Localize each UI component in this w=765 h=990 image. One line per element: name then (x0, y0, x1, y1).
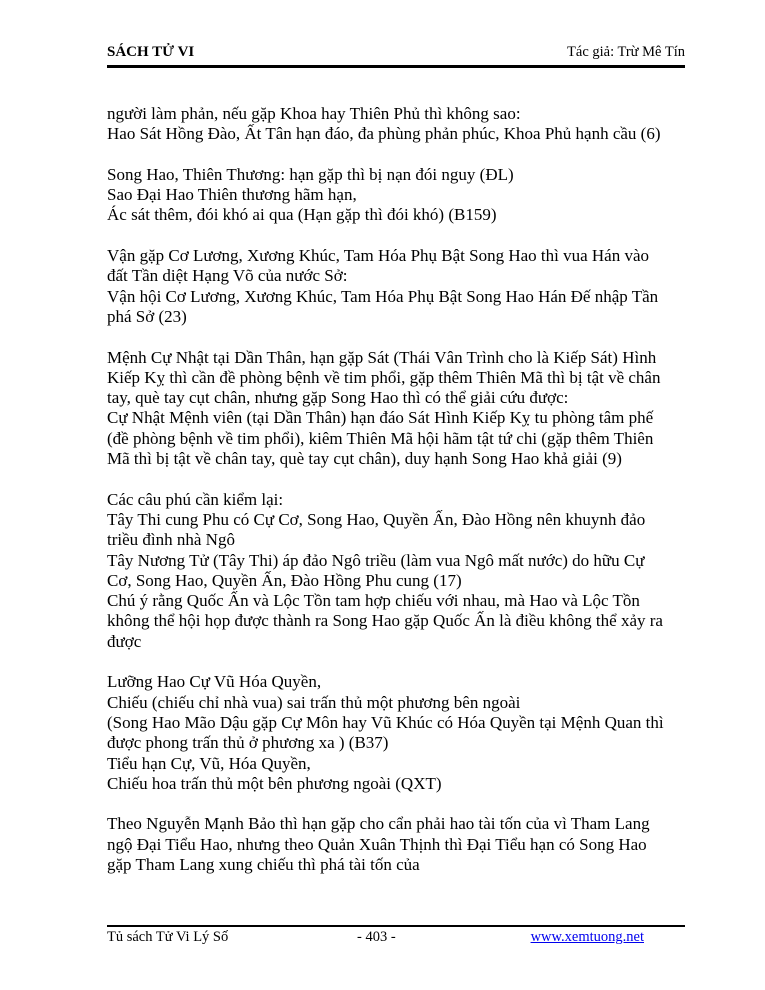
paragraph (107, 348, 685, 470)
text-line: Kiếp Kỵ thì cần đề phòng bệnh về tim phổi, gặp thêm Thiên Mã thì bị tật về chân (107, 367, 661, 387)
website-link[interactable]: www.xemtuong.net (530, 929, 644, 945)
header-divider (107, 65, 685, 68)
text-line: Chiếu (chiếu chỉ nhà vua) sai trấn thủ một phương bên ngoài (107, 692, 521, 712)
text-line: phá Sở (23) (107, 306, 187, 326)
text-line: ngộ Đại Tiểu Hao, nhưng theo Quản Xuân Thịnh thì Đại Tiểu hạn có Song Hao (107, 834, 647, 854)
text-line: Theo Nguyễn Mạnh Bảo thì hạn gặp cho cẩn phải hao tài tốn của vì Tham Lang (107, 814, 650, 834)
page-number: - 403 - (357, 929, 396, 945)
text-line: Mệnh Cự Nhật tại Dần Thân, hạn gặp Sát (Thái Vân Trình cho là Kiếp Sát) Hình (107, 347, 657, 367)
book-title: SÁCH TỬ VI (107, 44, 195, 60)
paragraph (107, 246, 685, 327)
text-line: người làm phản, nếu gặp Khoa hay Thiên Phủ thì không sao: (107, 104, 521, 123)
author-label: Tác giả: Trừ Mê Tín (567, 44, 685, 60)
paragraph (107, 490, 685, 652)
paragraph (107, 672, 685, 794)
text-line: tay, què tay cụt chân, nhưng gặp Song Hao thì có thể giải cứu được: (107, 388, 569, 408)
text-line: gặp Tham Lang xung chiếu thì phá tài tốn của (107, 854, 420, 874)
text-line: Cự Nhật Mệnh viên (tại Dần Thân) hạn đáo Sát Hình Kiếp Kỵ tu phòng tâm phế (107, 408, 654, 428)
text-line: Ác sát thêm, đói khó ai qua (Hạn gặp thì đói khó) (B159) (107, 205, 497, 225)
text-line: Hao Sát Hồng Đào, Ất Tân hạn đáo, đa phùng phản phúc, Khoa Phủ hạnh cầu (6) (107, 124, 661, 144)
text-line: Tiểu hạn Cự, Vũ, Hóa Quyền, (107, 753, 311, 773)
text-line: triều đình nhà Ngô (107, 530, 235, 550)
text-line: (đề phòng bệnh về tim phổi), kiêm Thiên Mã hội hãm tật tứ chi (gặp thêm Thiên (107, 428, 654, 448)
text-line: Cơ, Song Hao, Quyền Ấn, Đào Hồng Phu cung (17) (107, 570, 462, 590)
paragraph (107, 814, 685, 875)
text-line: không thể hội họp được thành ra Song Hao gặp Quốc Ấn là điều không thể xảy ra (107, 611, 663, 631)
page-footer (107, 929, 685, 949)
text-line: đất Tần diệt Hạng Võ của nước Sở: (107, 266, 348, 286)
text-line: Song Hao, Thiên Thương: hạn gặp thì bị nạn đói nguy (ĐL) (107, 164, 514, 184)
series-name: Tủ sách Tử Vi Lý Số (107, 929, 229, 945)
paragraph (107, 104, 685, 145)
paragraph (107, 165, 685, 226)
text-line: Tây Nương Tử (Tây Thi) áp đảo Ngô triều (làm vua Ngô mất nước) do hữu Cự (107, 550, 645, 570)
text-line: Các câu phú cần kiểm lại: (107, 489, 284, 509)
text-line: được phong trấn thủ ở phương xa ) (B37) (107, 733, 389, 753)
text-line: (Song Hao Mão Dậu gặp Cự Môn hay Vũ Khúc có Hóa Quyền tại Mệnh Quan thì (107, 712, 664, 732)
text-line: Lưỡng Hao Cự Vũ Hóa Quyền, (107, 672, 322, 692)
text-line: Chiếu hoa trấn thủ một bên phương ngoài (QXT) (107, 773, 442, 793)
page-body (107, 104, 685, 875)
text-line: Mã thì bị tật về chân tay, què tay cụt chân), duy hạnh Song Hao khả giải (9) (107, 449, 622, 469)
text-line: Tây Thi cung Phu có Cự Cơ, Song Hao, Quyền Ấn, Đào Hồng nên khuynh đảo (107, 509, 646, 529)
footer-divider (107, 925, 685, 927)
text-line: Vận hội Cơ Lương, Xương Khúc, Tam Hóa Phụ Bật Song Hao Hán Đế nhập Tần (107, 286, 659, 306)
text-line: được (107, 631, 142, 651)
text-line: Sao Đại Hao Thiên thương hãm hạn, (107, 185, 357, 205)
text-line: Chú ý rằng Quốc Ấn và Lộc Tồn tam hợp chiếu với nhau, mà Hao và Lộc Tồn (107, 591, 640, 611)
text-line: Vận gặp Cơ Lương, Xương Khúc, Tam Hóa Phụ Bật Song Hao thì vua Hán vào (107, 246, 650, 266)
